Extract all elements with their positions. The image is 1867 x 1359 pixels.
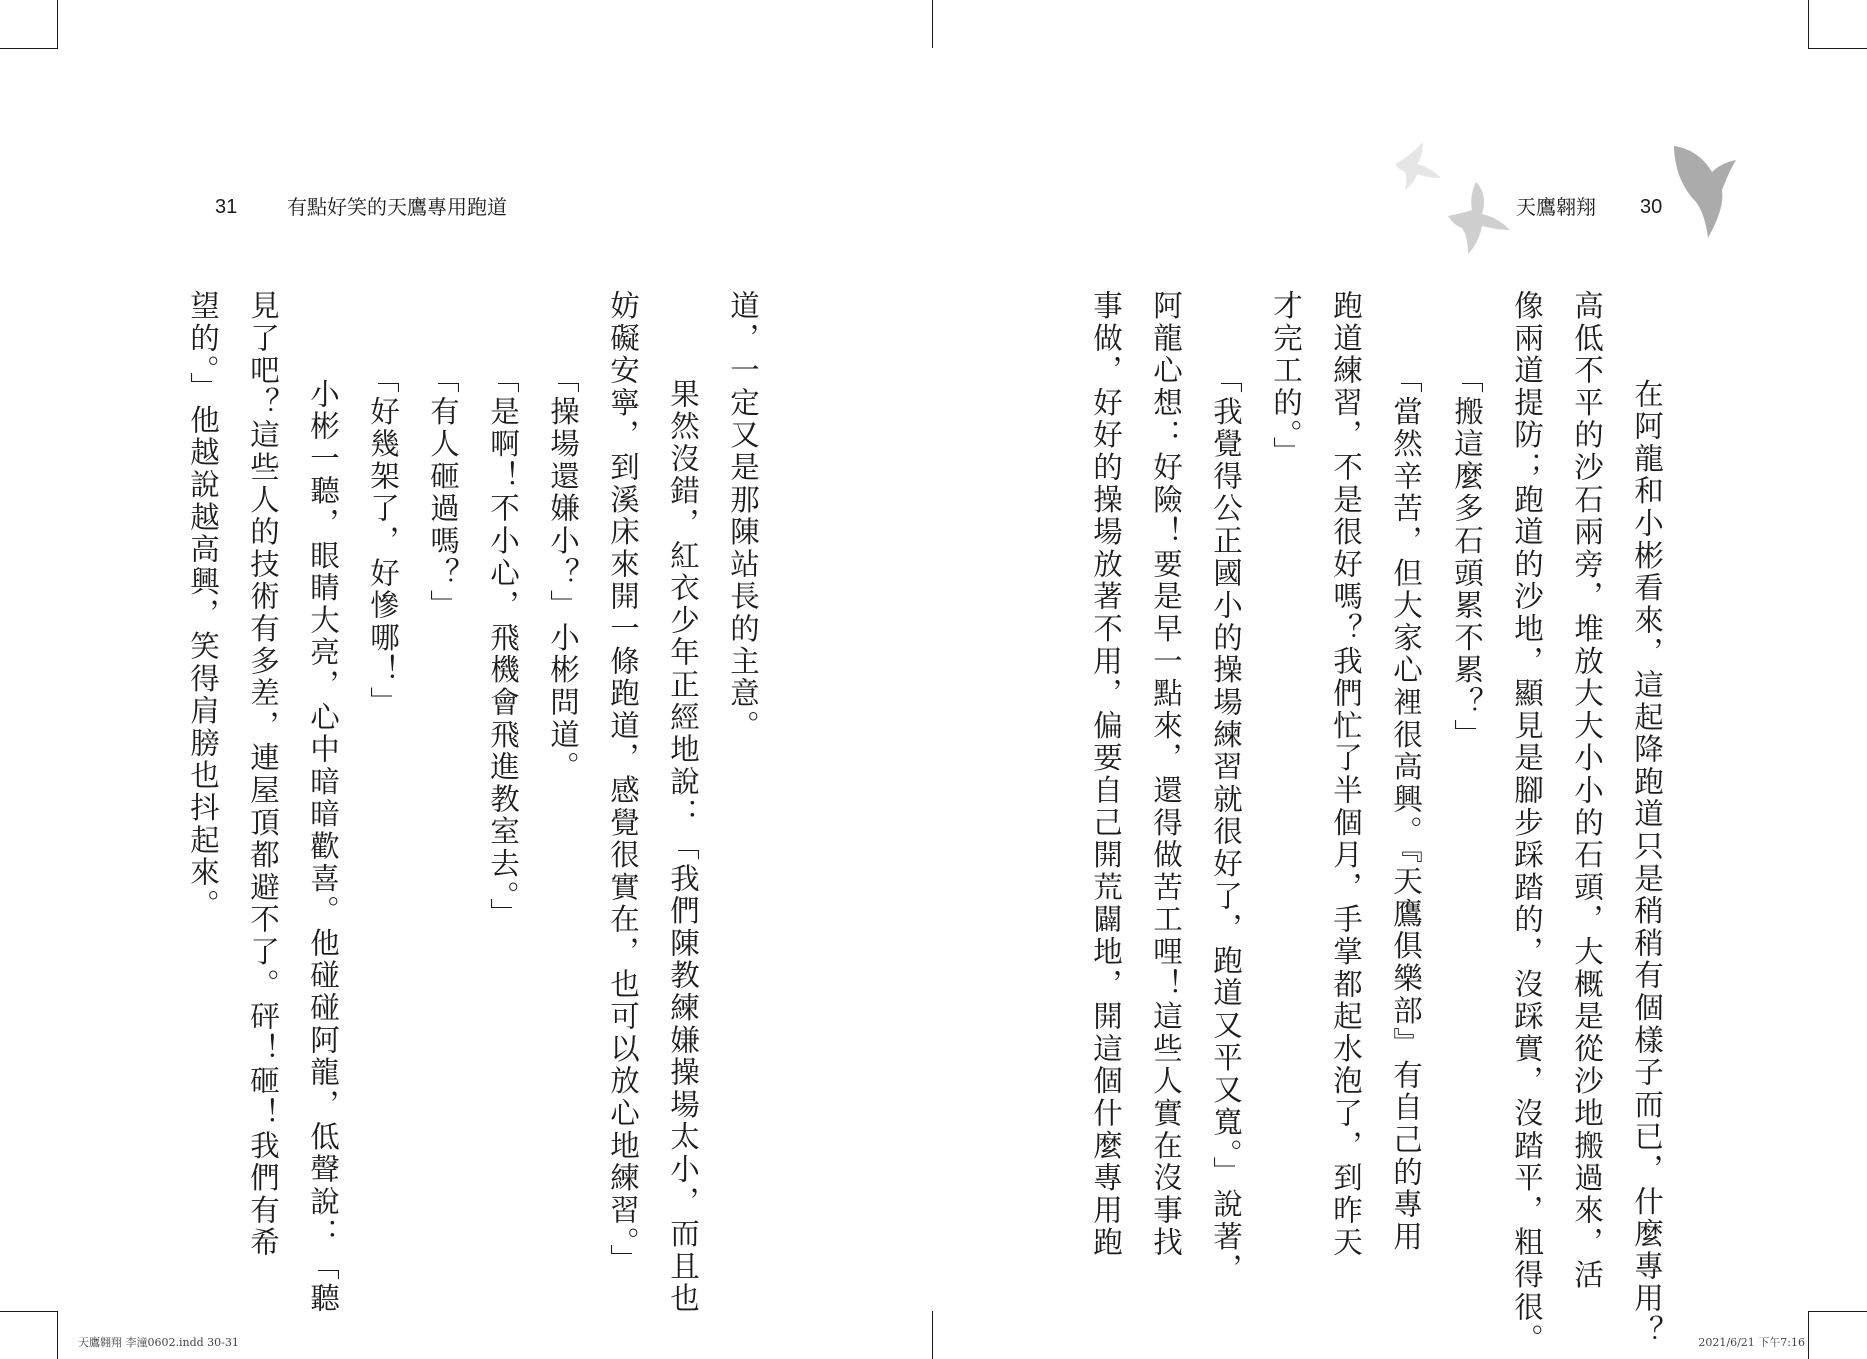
crop-mark — [932, 0, 933, 48]
text-column: 像兩道提防；跑道的沙地，顯見是腳步踩踏的，沒踩實，沒踏平，粗得很。 — [1510, 290, 1544, 1356]
bird-silhouette-icon — [1668, 140, 1738, 240]
text-column: 阿龍心想：好險！要是早一點來，還得做苦工哩！這些人實在沒事找 — [1149, 290, 1183, 1259]
running-title: 有點好笑的天鷹專用跑道 — [287, 195, 507, 219]
text-column: 「有人砸過嗎？」 — [426, 346, 460, 622]
text-column: 才完工的。」 — [1269, 290, 1303, 470]
bird-silhouette-icon — [1446, 180, 1514, 256]
crop-mark — [1808, 1311, 1809, 1359]
page-number: 30 — [1640, 196, 1663, 218]
text-column: 望的。」他越說越高興，笑得肩膀也抖起來。 — [186, 290, 220, 922]
text-column: 「我覺得公正國小的操場練習就很好了，跑道又平又寬。」說著， — [1209, 346, 1243, 1286]
page-number: 31 — [215, 196, 238, 218]
text-column: 「當然辛苦，但大家心裡很高興。『天鷹俱樂部』有自己的專用 — [1389, 346, 1423, 1254]
text-column: 「操場還嫌小？」小彬問道。 — [546, 346, 580, 784]
crop-mark — [1808, 0, 1809, 48]
crop-mark — [0, 48, 58, 49]
text-column: 「搬這麼多石頭累不累？」 — [1450, 346, 1484, 752]
crop-mark — [932, 1311, 933, 1359]
text-column: 妨礙安寧，到溪床來開一條跑道，感覺很實在，也可以放心地練習。」 — [606, 290, 640, 1277]
text-column: 「好幾架了，好慘哪！」 — [366, 346, 400, 719]
crop-mark — [57, 0, 58, 48]
text-column: 果然沒錯，紅衣少年正經地說：「我們陳教練嫌操場太小，而且也 — [666, 346, 700, 1315]
text-column: 道，一定又是那陳站長的主意。 — [726, 290, 760, 743]
text-column: 見了吧？這些人的技術有多差，連屋頂都避不了。砰！砸！我們有希 — [246, 290, 280, 1259]
text-column: 小彬一聽，眼睛大亮，心中暗暗歡喜。他碰碰阿龍，低聲說：「聽 — [306, 346, 340, 1315]
file-slug: 天鷹翱翔 李潼0602.indd 30-31 — [78, 1336, 239, 1349]
text-column: 事做，好好的操場放著不用，偏要自己開荒闢地，開這個什麼專用跑 — [1089, 290, 1123, 1259]
text-column: 在阿龍和小彬看來，這起降跑道只是稍稍有個樣子而已，什麼專用？ — [1630, 346, 1664, 1348]
text-column: 跑道練習，不是很好嗎？我們忙了半個月，手掌都起水泡了，到昨天 — [1329, 290, 1363, 1259]
running-title: 天鷹翱翔 — [1516, 195, 1596, 219]
crop-mark — [0, 1311, 58, 1312]
print-timestamp: 2021/6/21 下午7:16 — [1698, 1336, 1805, 1349]
text-column: 「是啊！不小心，飛機會飛進教室去。」 — [486, 346, 520, 931]
crop-mark — [1808, 1311, 1867, 1312]
crop-mark — [1808, 48, 1867, 49]
text-column: 高低不平的沙石兩旁，堆放大大小小的石頭，大概是從沙地搬過來，活 — [1570, 290, 1604, 1292]
bird-silhouette-icon — [1393, 140, 1453, 192]
crop-mark — [57, 1311, 58, 1359]
